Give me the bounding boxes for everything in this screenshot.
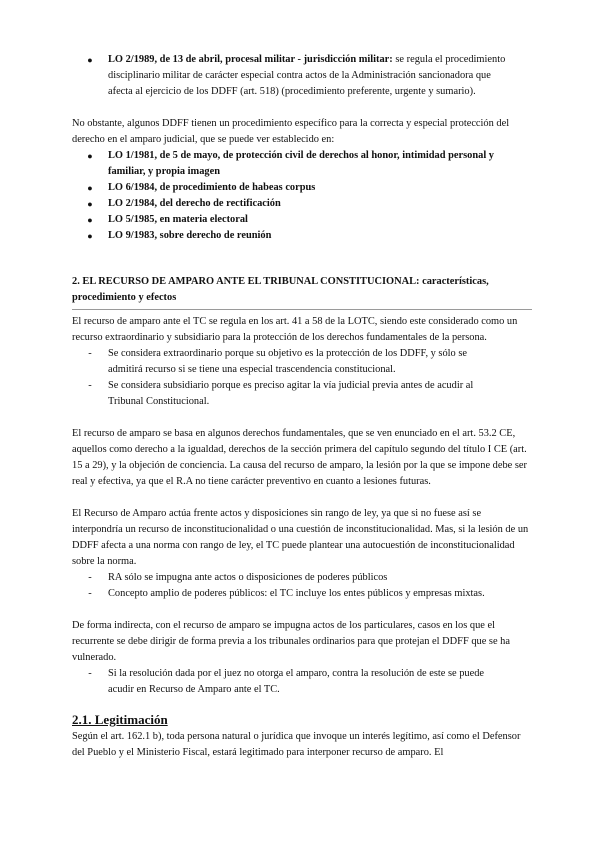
dash-item-text: Se considera subsidiario porque es preciso agitar la vía judicial previa antes de acudir al Tribunal Constitucional. (108, 380, 474, 407)
law-title: LO 2/1984, del derecho de rectificación (108, 198, 281, 209)
bullet-marker: ● (87, 55, 93, 65)
document-body (72, 52, 532, 761)
paragraph: De forma indirecta, con el recurso de amparo se impugna actos de los particulares, casos en los que el recurrente se debe dirigir de forma previa a los tribunales ordinarios para que protejan el DDFF que se ha vulnerado. (72, 620, 510, 663)
dash-item-text: Concepto amplio de poderes públicos: el TC incluye los entes públicos y empresas mixtas. (108, 588, 485, 599)
list-item (72, 148, 532, 180)
dash-item-text: Se considera extraordinario porque su objetivo es la protección de los DDFF, y sólo se admitirá recurso si se tiene una especial trascendencia constitucional. (108, 348, 468, 375)
list-item (72, 196, 532, 212)
dash-item-text: RA sólo se impugna ante actos o disposiciones de poderes públicos (108, 572, 388, 583)
heading-rule (72, 309, 532, 310)
law-title: LO 6/1984, de procedimiento de habeas corpus (108, 182, 316, 193)
bullet-marker: ● (87, 215, 93, 225)
list-item-text (108, 52, 532, 100)
paragraph-intro: No obstante, algunos DDFF tienen un procedimiento específico para la correcta y especial protección del derecho en el amparo judicial, que se puede ver establecido en: (72, 118, 510, 145)
dash-item (72, 666, 532, 698)
law-title: LO 5/1985, en materia electoral (108, 214, 248, 225)
law-description: se regula el procedimiento disciplinario militar de carácter especial contra actos de la Administración sancionadora que afecta al ejercicio de los DDFF (art. 518) (procedimiento preferente, urgente y sumario). (108, 54, 506, 97)
list-item (72, 52, 532, 100)
dash-marker: - (88, 588, 92, 599)
list-item (72, 212, 532, 228)
bullet-marker: ● (87, 151, 93, 161)
dash-marker: - (88, 668, 92, 679)
law-title: LO 2/1989, de 13 de abril, procesal militar - jurisdicción militar: (108, 54, 393, 65)
dash-item (72, 346, 532, 378)
paragraph: El Recurso de Amparo actúa frente actos y disposiciones sin rango de ley, ya que si no fuese así se interpondría un recurso de inconstitucionalidad o una cuestión de inconstitucionalidad. Mas, si la lesión de un DDFF afecta a una norma con rango de ley, el TC puede plantear una autocuestión de inconstitucionalidad sobre la norma. (72, 508, 529, 567)
bullet-marker: ● (87, 231, 93, 241)
dash-item (72, 378, 532, 410)
paragraph: Según el art. 162.1 b), toda persona natural o jurídica que invoque un interés legítimo, así como el Defensor del Pueblo y el Ministerio Fiscal, estará legitimado para interponer recurso de amparo. El (72, 731, 521, 758)
list-item (72, 228, 532, 244)
paragraph: El recurso de amparo se basa en algunos derechos fundamentales, que se ven enunciado en el art. 53.2 CE, aquellos como derecho a la igualdad, derechos de la sección primera del capítulo segundo del título I CE (art. 15 a 29), y la objeción de conciencia. La causa del recurso de amparo, la lesión por la que se impone debe ser real y efectiva, ya que el R.A no tiene carácter preventivo en cuanto a lesiones futuras. (72, 428, 527, 487)
list-item (72, 180, 532, 196)
section-heading: 2. EL RECURSO DE AMPARO ANTE EL TRIBUNAL CONSTITUCIONAL: características, procedimiento y efectos (72, 276, 489, 303)
dash-item (72, 570, 532, 586)
paragraph: El recurso de amparo ante el TC se regula en los art. 41 a 58 de la LOTC, siendo este considerado como un recurso extraordinario y subsidiario para la protección de los derechos fundamentales de la persona. (72, 316, 518, 343)
law-title: LO 1/1981, de 5 de mayo, de protección civil de derechos al honor, intimidad personal y familiar, y propia imagen (108, 150, 495, 177)
dash-item (72, 586, 532, 602)
dash-item-text: Si la resolución dada por el juez no otorga el amparo, contra la resolución de este se puede acudir en Recurso de Amparo ante el TC. (108, 668, 485, 695)
subsection-heading: 2.1. Legitimación (72, 712, 168, 727)
bullet-marker: ● (87, 183, 93, 193)
dash-marker: - (88, 572, 92, 583)
dash-marker: - (88, 380, 92, 391)
bullet-marker: ● (87, 199, 93, 209)
law-title: LO 9/1983, sobre derecho de reunión (108, 230, 272, 241)
dash-marker: - (88, 348, 92, 359)
